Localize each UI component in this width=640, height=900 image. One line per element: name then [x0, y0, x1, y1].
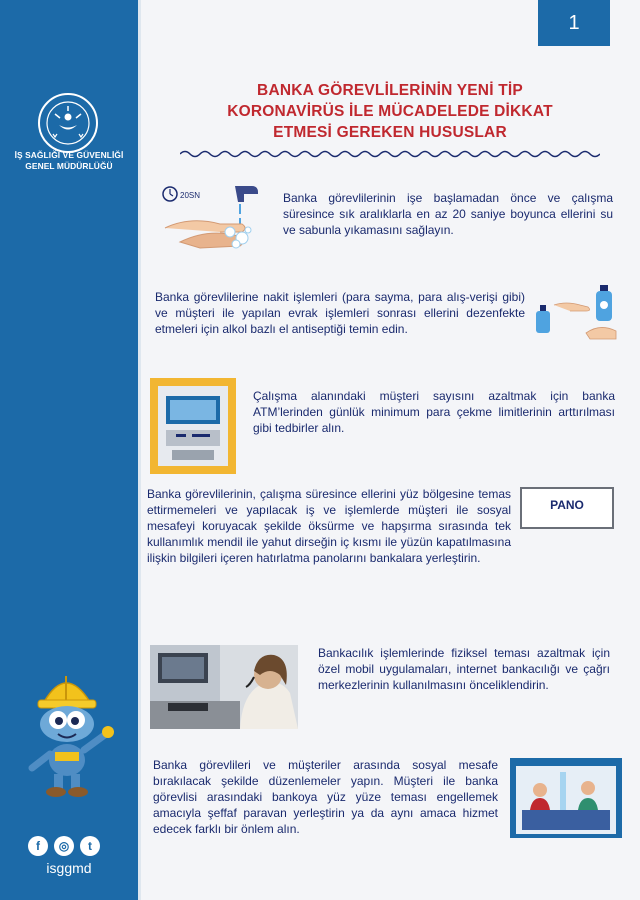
guideline-item-5: Bankacılık işlemlerinde fiziksel teması azaltmak için özel mobil uygulamaları, internet bankacılığı ve çağrı merkezlerinin kullanılmasını önceliklendirin.	[318, 646, 610, 692]
title-divider	[180, 149, 600, 159]
bank-counter-illustration	[510, 758, 622, 838]
sanitizer-illustration	[530, 283, 620, 343]
handwash-timer-label: 20SN	[180, 191, 201, 200]
guideline-item-6: Banka görevlileri ve müşteriler arasında sosyal mesafe bırakılacak şekilde düzenlemeler yapın. Müşteri ile banka görevlisi arasındaki bankoya yüz yüze teması engellemek amacıyla şeffaf paravan yerleştirin ya da aynı amaca hizmet edecek farklı bir önlem alın.	[153, 758, 498, 836]
social-handle: isggmd	[46, 860, 92, 876]
sidebar	[0, 0, 138, 900]
page-title-line1: BANKA GÖREVLİLERİNİN YENİ TİP	[257, 82, 523, 99]
atm-illustration	[150, 378, 236, 474]
page-number: 1	[538, 0, 610, 46]
organization-name	[0, 150, 138, 172]
organization-name-line2: GENEL MÜDÜRLÜĞÜ	[25, 161, 113, 171]
board-illustration	[520, 487, 614, 529]
guideline-item-2: Banka görevlilerine nakit işlemleri (para sayma, para alış-verişi gibi) ve müşteri ile yapılan evrak işlemleri sonrası ellerini dezenfekte etmeleri için alkol bazlı el antiseptiği temin edin.	[155, 290, 525, 336]
page-title-line3: ETMESİ GEREKEN HUSUSLAR	[273, 124, 507, 141]
page-title-line2: KORONAVİRÜS İLE MÜCADELEDE DİKKAT	[227, 103, 553, 120]
board-label: PANO	[550, 498, 584, 512]
guideline-item-3: Çalışma alanındaki müşteri sayısını azaltmak için banka ATM’lerinden günlük minimum para çekme limitlerinin arttırılması gibi tedbirler alın.	[253, 389, 615, 435]
handwash-illustration	[160, 180, 272, 256]
twitter-icon[interactable]: t	[80, 836, 100, 856]
ministry-logo-icon	[37, 92, 99, 154]
organization-name-line1: İŞ SAĞLIĞI VE GÜVENLİĞİ	[14, 150, 124, 160]
social-links	[28, 836, 100, 856]
guideline-item-4: Banka görevlilerinin, çalışma süresince ellerini yüz bölgesine temas ettirmemeleri ve yapılacak iş ve işlemlerde müşteri ile sosyal mesafeyi koruyacak şekilde öksürme ve hapşırma sırasında tek kullanımlık mendil ile yahut dirseğin iç kısmı ile yüzün kapatılmasına ilişkin bilgileri içeren hatırlatma panolarını bankalara yerleştirin.	[147, 487, 511, 565]
page-title	[160, 80, 620, 143]
mascot-illustration	[10, 662, 122, 800]
facebook-icon[interactable]: f	[28, 836, 48, 856]
instagram-icon[interactable]: ◎	[54, 836, 74, 856]
sidebar-edge	[138, 0, 141, 900]
call-center-photo	[150, 645, 298, 729]
guideline-item-1: Banka görevlilerinin işe başlamadan önce ve çalışma süresince sık aralıklarla en az 20 saniye boyunca ellerini su ve sabunla yıkamasını sağlayın.	[283, 191, 613, 237]
